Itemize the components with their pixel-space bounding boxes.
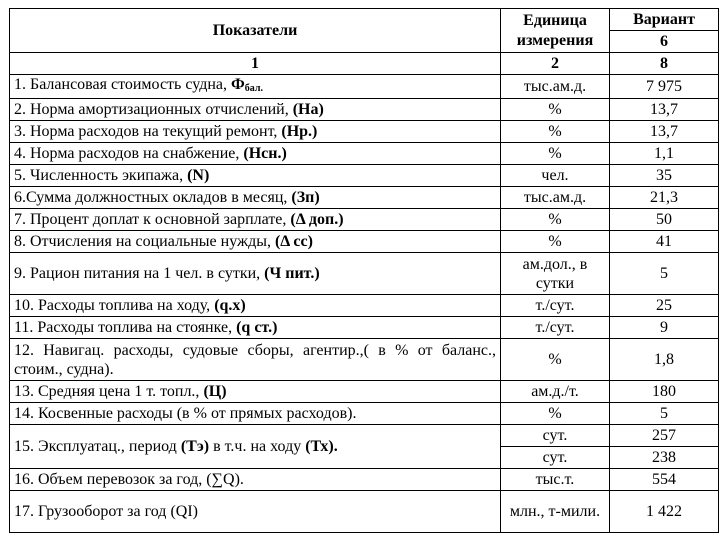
table-row bbox=[10, 187, 719, 209]
row-label: 15. Эксплуатац., период bbox=[14, 438, 181, 455]
row-symbol: Ф bbox=[231, 76, 245, 93]
table-row bbox=[10, 403, 719, 425]
row-label: 17. Грузооборот за год (QI) bbox=[10, 491, 501, 533]
row-label: 5. Численность экипажа, bbox=[14, 167, 188, 184]
row-unit: т./сут. bbox=[501, 317, 610, 339]
table-row bbox=[10, 381, 719, 403]
table-row bbox=[10, 425, 719, 447]
table-row bbox=[10, 165, 719, 187]
row-unit: % bbox=[501, 209, 610, 231]
row-label: 10. Расходы топлива на ходу, bbox=[14, 297, 215, 314]
row-symbol: (Зп) bbox=[291, 189, 320, 206]
row-value: 50 bbox=[610, 209, 719, 231]
row-unit: ам.дол., в сутки bbox=[501, 253, 610, 295]
row-symbol: (Δ доп.) bbox=[290, 211, 344, 228]
row-unit: тыс.ам.д. bbox=[501, 75, 610, 99]
row-symbol: (q.х) bbox=[214, 297, 246, 314]
row-value: 35 bbox=[610, 165, 719, 187]
row-label: 7. Процент доплат к основной зарплате, bbox=[14, 211, 291, 228]
row-symbol-2: (Тх). bbox=[305, 438, 338, 455]
row-label-continuation: в т.ч. на ходу bbox=[209, 438, 306, 455]
table-row bbox=[10, 75, 719, 99]
indicators-table bbox=[9, 8, 719, 533]
column-number-2: 2 bbox=[501, 53, 610, 75]
row-unit: тыс.ам.д. bbox=[501, 187, 610, 209]
row-value: 21,3 bbox=[610, 187, 719, 209]
row-value: 5 bbox=[610, 253, 719, 295]
row-symbol: (Нр.) bbox=[281, 123, 318, 140]
header-indicators: Показатели bbox=[10, 9, 501, 53]
row-symbol: (Ч пит.) bbox=[264, 265, 320, 282]
row-label: 13. Средняя цена 1 т. топл., bbox=[14, 383, 204, 400]
row-value-2: 238 bbox=[610, 447, 719, 469]
row-unit-2: сут. bbox=[501, 447, 610, 469]
row-symbol: (На) bbox=[292, 101, 324, 118]
table-row bbox=[10, 295, 719, 317]
row-symbol-subscript: бал. bbox=[244, 83, 263, 94]
row-value: 1,1 bbox=[610, 143, 719, 165]
row-unit: ам.д./т. bbox=[501, 381, 610, 403]
row-symbol: (Тэ) bbox=[180, 438, 210, 455]
table-row bbox=[10, 491, 719, 533]
row-unit: % bbox=[501, 339, 610, 381]
row-label: 6.Сумма должностных окладов в месяц, bbox=[14, 189, 292, 206]
row-value: 13,7 bbox=[610, 121, 719, 143]
row-label: 4. Норма расходов на снабжение, bbox=[14, 145, 244, 162]
column-number-1: 1 bbox=[10, 53, 501, 75]
row-label: 2. Норма амортизационных отчислений, bbox=[14, 101, 293, 118]
row-value: 1 422 bbox=[610, 491, 719, 533]
row-value: 13,7 bbox=[610, 99, 719, 121]
row-value: 5 bbox=[610, 403, 719, 425]
row-label: 12. Навигац. расходы, судовые сборы, агентир.,( в % от баланс., стоим., судна). bbox=[10, 339, 501, 381]
row-unit: сут. bbox=[501, 425, 610, 447]
header-variant: Вариант bbox=[610, 9, 719, 31]
row-symbol: (Ц) bbox=[203, 383, 227, 400]
row-unit: % bbox=[501, 403, 610, 425]
column-number-3: 8 bbox=[610, 53, 719, 75]
row-value: 1,8 bbox=[610, 339, 719, 381]
table-row bbox=[10, 209, 719, 231]
row-label: 3. Норма расходов на текущий ремонт, bbox=[14, 123, 282, 140]
table-row bbox=[10, 253, 719, 295]
row-label: 1. Балансовая стоимость судна, bbox=[14, 76, 232, 93]
row-value: 7 975 bbox=[610, 75, 719, 99]
table-row bbox=[10, 99, 719, 121]
row-value: 180 bbox=[610, 381, 719, 403]
table-row bbox=[10, 339, 719, 381]
row-label: 16. Объем перевозок за год, (∑Q). bbox=[10, 469, 501, 491]
row-value: 9 bbox=[610, 317, 719, 339]
row-label: 14. Косвенные расходы (в % от прямых расходов). bbox=[10, 403, 501, 425]
header-variant-number: 6 bbox=[610, 31, 719, 53]
row-unit: т./сут. bbox=[501, 295, 610, 317]
row-symbol: (q ст.) bbox=[236, 319, 278, 336]
row-label: 8. Отчисления на социальные нужды, bbox=[14, 233, 275, 250]
table-row bbox=[10, 317, 719, 339]
row-value: 257 bbox=[610, 425, 719, 447]
row-unit: % bbox=[501, 99, 610, 121]
table-row bbox=[10, 121, 719, 143]
row-symbol: (Нсн.) bbox=[243, 145, 287, 162]
row-unit: % bbox=[501, 121, 610, 143]
row-value: 41 bbox=[610, 231, 719, 253]
row-symbol: (N) bbox=[187, 167, 210, 184]
row-symbol: (Δ сс) bbox=[274, 233, 313, 250]
row-value: 25 bbox=[610, 295, 719, 317]
table-row bbox=[10, 469, 719, 491]
row-unit: млн., т-мили. bbox=[501, 491, 610, 533]
row-label: 11. Расходы топлива на стоянке, bbox=[14, 319, 237, 336]
row-unit: % bbox=[501, 231, 610, 253]
table-row bbox=[10, 231, 719, 253]
row-value: 554 bbox=[610, 469, 719, 491]
row-unit: % bbox=[501, 143, 610, 165]
header-unit: Единица измерения bbox=[501, 9, 610, 53]
row-label: 9. Рацион питания на 1 чел. в сутки, bbox=[14, 265, 265, 282]
table-row bbox=[10, 143, 719, 165]
row-unit: тыс.т. bbox=[501, 469, 610, 491]
row-unit: чел. bbox=[501, 165, 610, 187]
